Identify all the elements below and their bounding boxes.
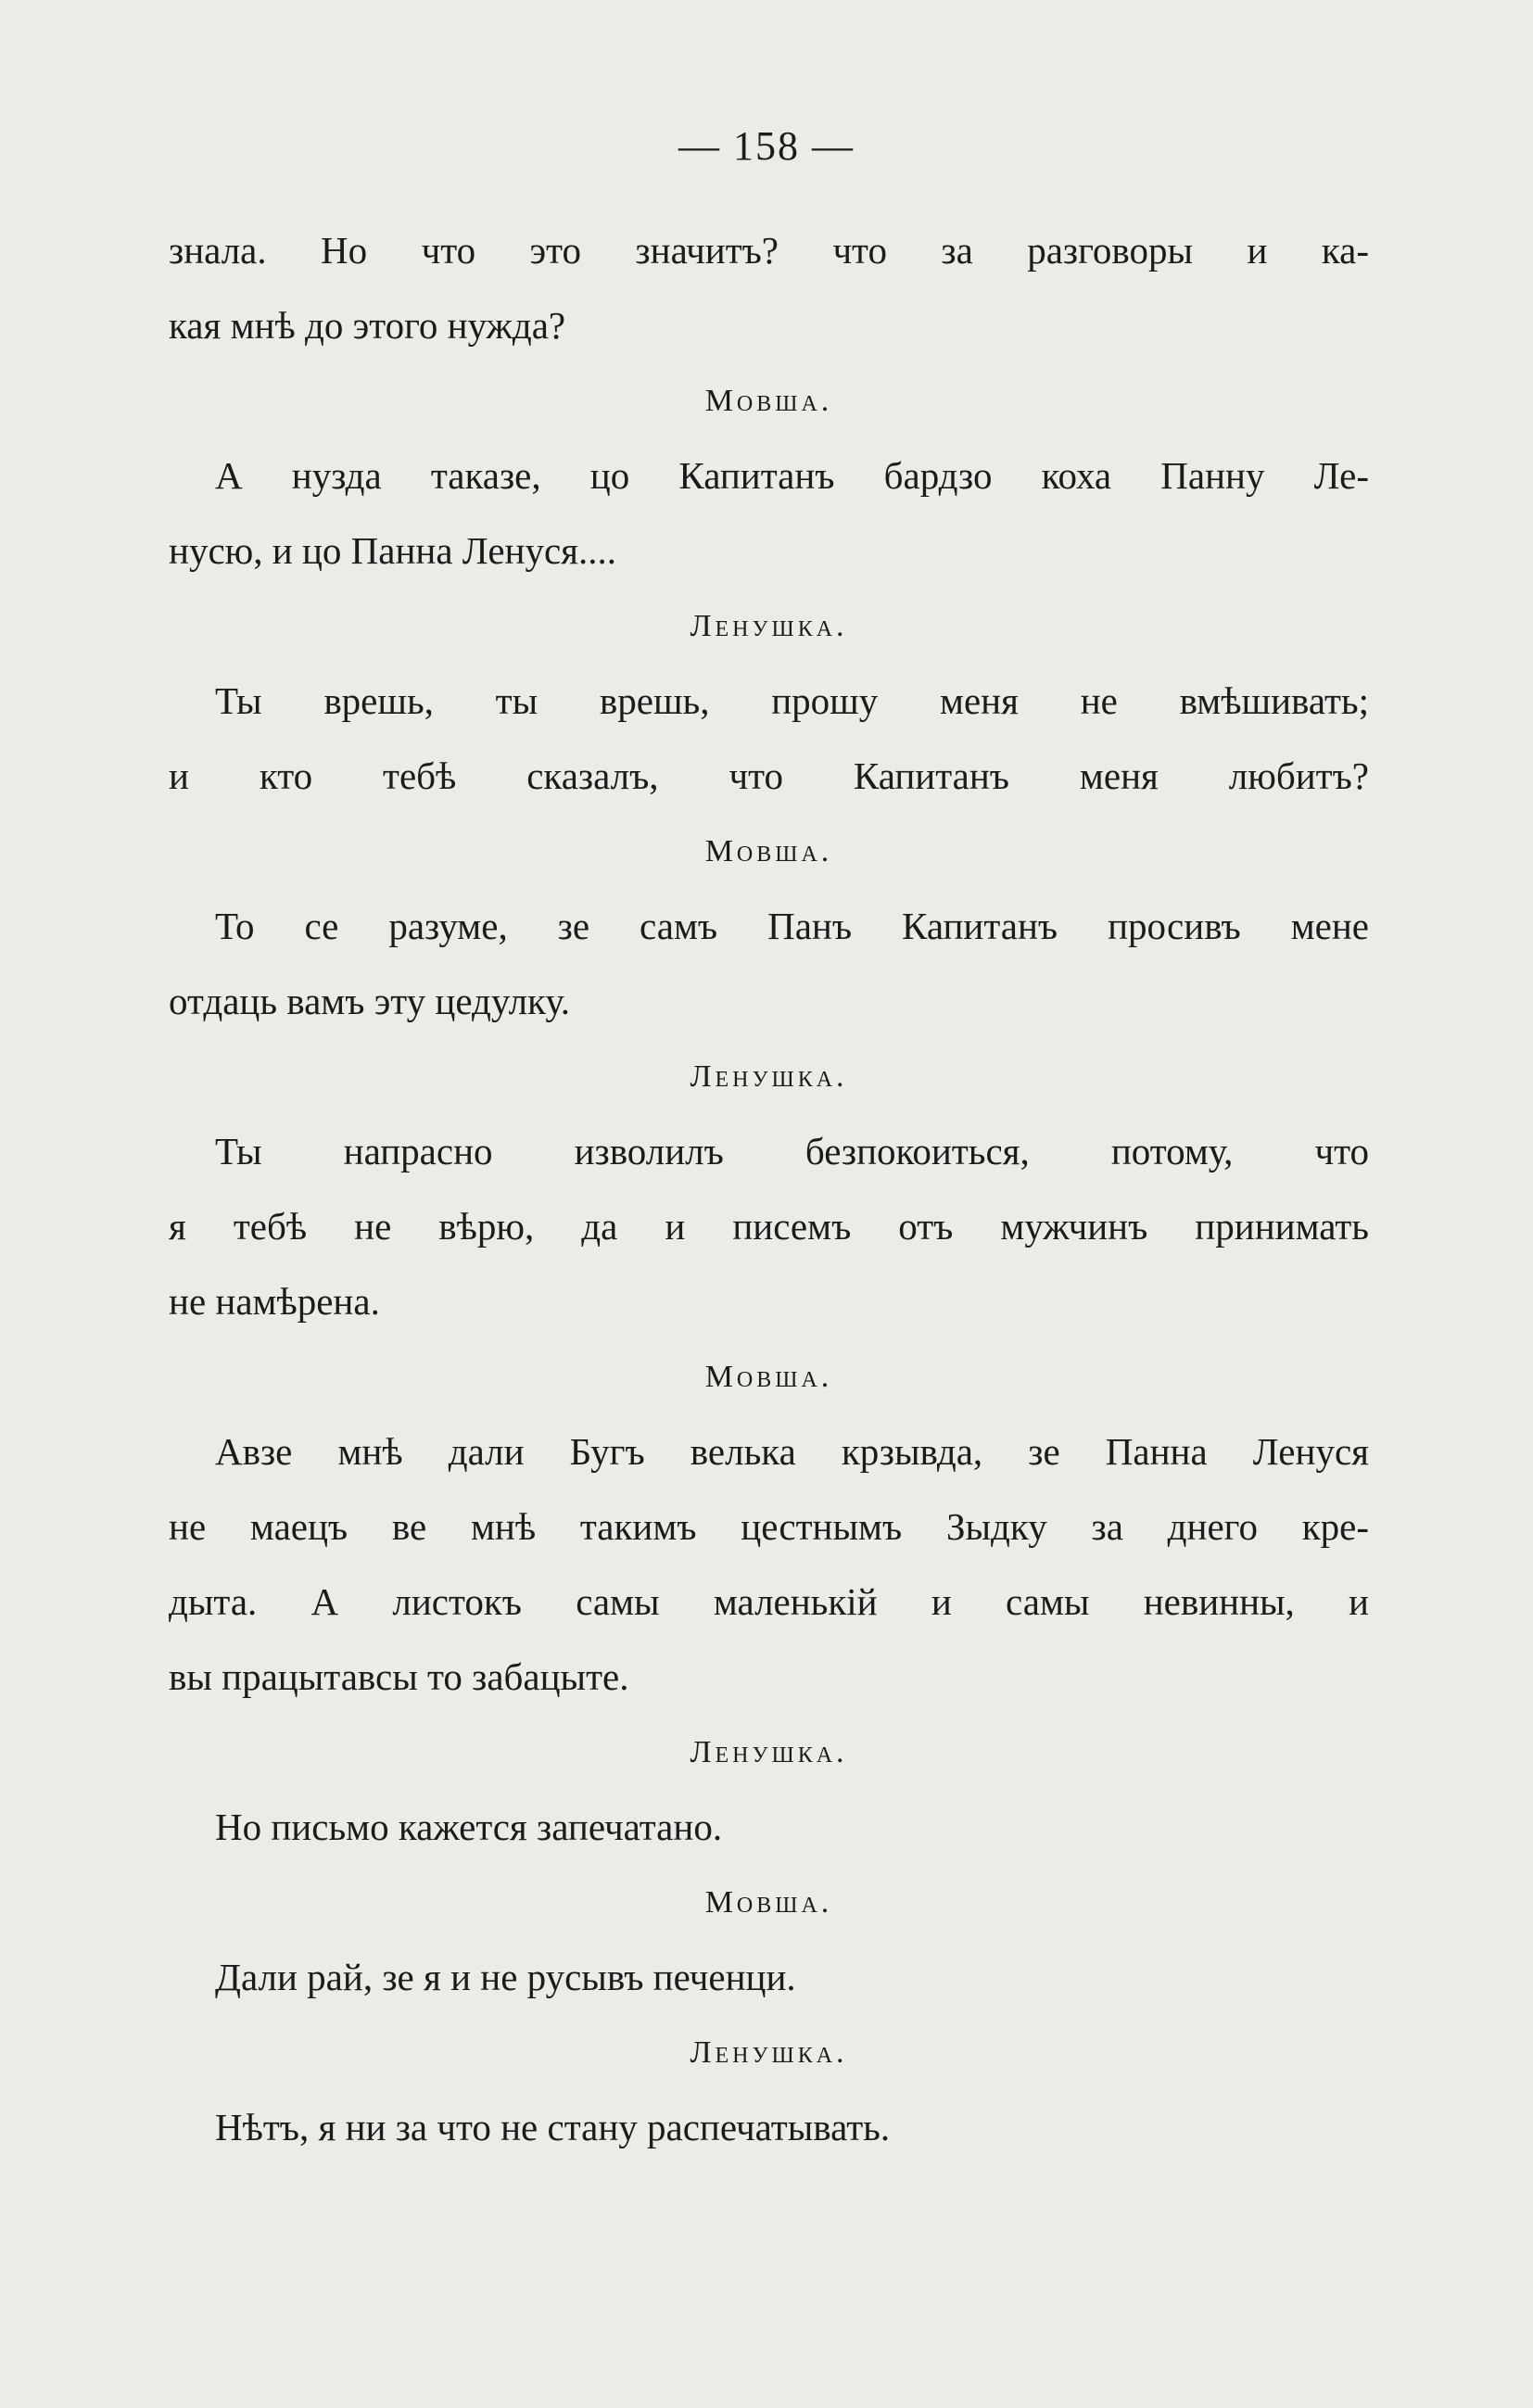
text-line: Ты врешь, ты врешь, прошу меня не вмѣшивать; (215, 679, 1369, 722)
speaker-name: Ленушка. (690, 1735, 848, 1769)
text-line: Но письмо кажется запечатано. (215, 1806, 723, 1848)
speaker-name: Мовша. (704, 384, 833, 418)
text-line: дыта. А листокъ самы маленькій и самы невинны, и (169, 1580, 1369, 1623)
page-text (169, 213, 1369, 2165)
text-line: и кто тебѣ сказалъ, что Капитанъ меня любитъ? (169, 754, 1369, 797)
text-line: Дали рай, зе я и не русывъ печенци. (215, 1956, 796, 1998)
speaker-name: Ленушка. (690, 1059, 848, 1094)
speaker-name: Мовша. (704, 1885, 833, 1920)
speaker-name: Мовша. (704, 834, 833, 868)
speaker-name: Мовша. (704, 1360, 833, 1394)
text-line: нусю, и цо Панна Ленуся.... (169, 529, 617, 572)
speaker-name: Ленушка. (690, 609, 848, 643)
text-line: я тебѣ не вѣрю, да и писемъ отъ мужчинъ принимать (169, 1205, 1369, 1248)
text-line: кая мнѣ до этого нужда? (169, 304, 566, 347)
text-line: Ты напрасно изволилъ безпокоиться, потому, что (215, 1130, 1369, 1172)
speaker-name: Ленушка. (690, 2035, 848, 2070)
text-line: вы працытавсы то забацыте. (169, 1655, 629, 1698)
text-line: То се разуме, зе самъ Панъ Капитанъ просивъ мене (215, 905, 1369, 947)
text-line: не маецъ ве мнѣ такимъ цестнымъ Зыдку за днего кре- (169, 1505, 1369, 1548)
text-line: знала. Но что это значитъ? что за разговоры и ка- (169, 229, 1369, 272)
text-line: отдаць вамъ эту цедулку. (169, 980, 571, 1022)
text-line: не намѣрена. (169, 1280, 380, 1323)
page-number: — 158 — (678, 123, 855, 169)
text-line: Нѣтъ, я ни за что не стану распечатывать. (215, 2106, 891, 2148)
text-line: А нузда таказе, цо Капитанъ бардзо коха Панну Ле- (215, 454, 1369, 497)
text-line: Авзе мнѣ дали Бугъ велька крзывда, зе Панна Ленуся (215, 1430, 1369, 1473)
